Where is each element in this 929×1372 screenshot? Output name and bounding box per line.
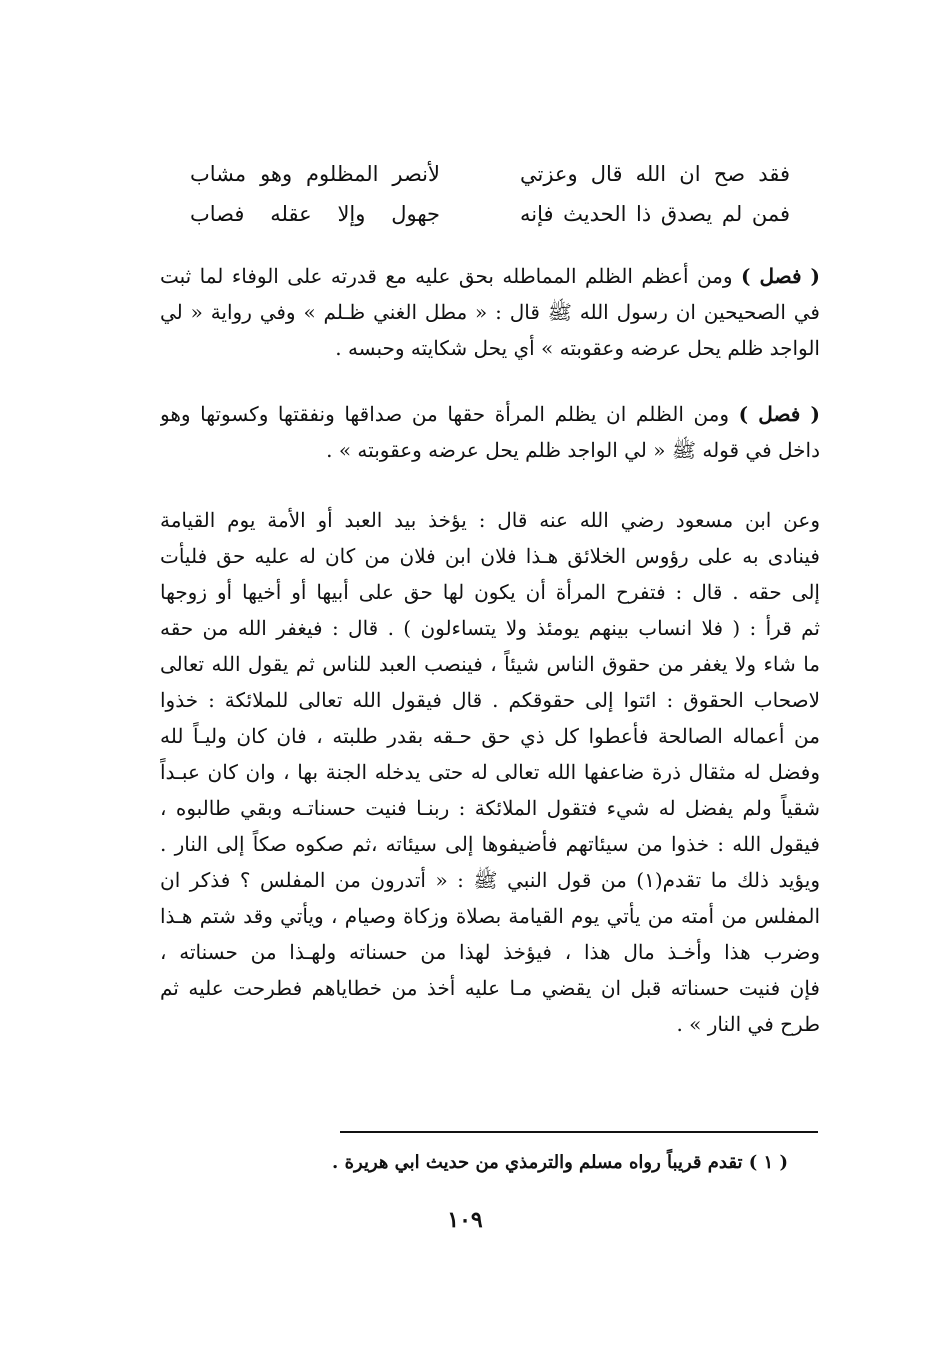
- text-line: ثم قرأ : ( فلا انساب بينهم يومئذ ولا يتساءلون ) . قال : فيغفر الله من حقه: [160, 616, 820, 640]
- text-line: شقياً ولم يفضل له شيء فتقول الملائكة : ربنـا فنيت حسناتـه وبقي طالبوه ،: [160, 796, 820, 820]
- text-line: [160, 258, 820, 294]
- poem-line: [160, 154, 790, 194]
- text-line: فينادى به على رؤوس الخلائق هـذا فلان ابن فلان من كان له عليه حق فليأت: [160, 544, 820, 568]
- text-line: وفضل له مثقال ذرة ضاعفها الله تعالى له حتى يدخله الجنة بها ، وان كان عبـداً: [160, 760, 820, 784]
- footnote-divider: [340, 1131, 818, 1133]
- section-fasl-wife-rights: [160, 396, 820, 468]
- section-fasl-procrastination: [160, 258, 820, 366]
- section-heading: ( فصل ): [740, 264, 820, 288]
- text-line: من أعماله الصالحة فأعطوا كل ذي حق حـقه بقدر طلبته ، فان كان وليـاً لله: [160, 724, 820, 748]
- poem-hemistich: جهول وإلا عقله فصاب: [190, 202, 440, 226]
- page-number: ١٠٩: [447, 1207, 483, 1233]
- text-line: فيقول الله : خذوا من سيئاتهم فأضيفوها إلى سيئاته ،ثم صكوه صكاً إلى النار .: [160, 832, 820, 856]
- text-line: المفلس من أمته من يأتي يوم القيامة بصلاة وزكاة وصيام ، ويأتي وقد شتم هـذا: [160, 904, 820, 928]
- text-line: طرح في النار » .: [676, 1012, 820, 1036]
- footnote: ( ١ ) تقدم قريباً رواه مسلم والترمذي من حديث ابي هريرة .: [332, 1152, 788, 1173]
- poem-hemistich: لأنصر المظلوم وهو مشاب: [190, 162, 440, 186]
- section-ibn-masud-narration: [160, 502, 820, 1042]
- text-line: الواجد ظلم يحل عرضه وعقوبته » أي يحل شكايته وحبسه .: [335, 336, 820, 360]
- text-line: ويؤيد ذلك ما تقدم(١) من قول النبي ﷺ : « أتدرون من المفلس ؟ فذكر ان: [160, 868, 820, 892]
- text-line: فإن فنيت حسناته قبل ان يقضي مـا عليه أخذ من خطاياهم فطرحت عليه ثم: [160, 976, 820, 1000]
- poem-line: [160, 194, 790, 234]
- text-line: [160, 396, 820, 432]
- text-line-content: ومن أعظم الظلم المماطله بحق عليه مع قدرته على الوفاء لما ثبت: [160, 264, 733, 288]
- text-line: في الصحيحين ان رسول الله ﷺ قال : « مطل الغني ظـلم » وفي رواية « لي: [160, 300, 820, 324]
- poem-verses: [160, 154, 790, 234]
- section-heading: ( فصل ): [738, 402, 820, 426]
- text-line: لاصحاب الحقوق : ائتوا إلى حقوقكم . قال فيقول الله تعالى للملائكة : خذوا: [160, 688, 820, 712]
- text-line-content: ومن الظلم ان يظلم المرأة حقها من صداقها ونفقتها وكسوتها وهو: [160, 402, 730, 426]
- text-line: داخل في قوله ﷺ « لي الواجد ظلم يحل عرضه وعقوبته » .: [326, 438, 820, 462]
- text-line: ما شاء ولا يغفر من حقوق الناس شيئاً ، فينصب العبد للناس ثم يقول الله تعالى: [160, 652, 820, 676]
- poem-hemistich: فقد صح ان الله قال وعزتي: [520, 162, 790, 186]
- poem-hemistich: فمن لم يصدق ذا الحديث فإنه: [520, 202, 790, 226]
- text-line: وضرب هذا وأخـذ مال هذا ، فيؤخذ لهذا من حسناته ولهـذا من حسناته ،: [160, 940, 820, 964]
- text-line: وعن ابن مسعود رضي الله عنه قال : يؤخذ بيد العبد أو الأمة يوم القيامة: [160, 508, 820, 532]
- text-line: إلى حقه . قال : فتفرح المرأة أن يكون لها حق على أبيها أو أخيها أو زوجها: [160, 580, 820, 604]
